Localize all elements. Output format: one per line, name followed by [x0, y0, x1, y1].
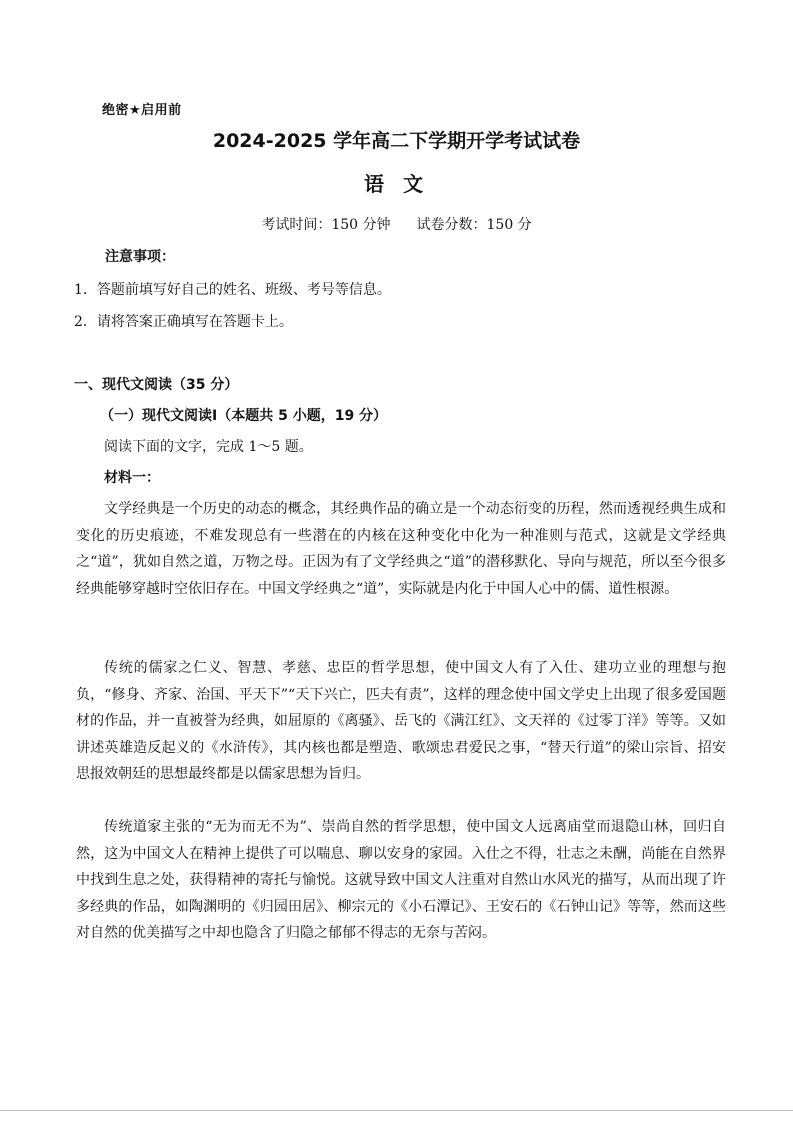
reading-instruction: 阅读下面的文字，完成 1～5 题。 [104, 439, 313, 455]
note-item: 1．答题前填写好自己的姓名、班级、考号等信息。 [74, 282, 391, 298]
exam-time: 考试时间：150 分钟 [261, 217, 391, 233]
page-divider [0, 1110, 793, 1111]
note-item: 2．请将答案正确填写在答题卡上。 [74, 314, 293, 330]
body-paragraph: 传统道家主张的“无为而无不为”、崇尚自然的哲学思想，使中国文人远离庙堂而退隐山林，回归自然，这为中国文人在精神上提供了可以喘息、聊以安身的家园。入仕之不得，壮志之未酬，尚能在自然界中找到生息之处，获得精神的寄托与愉悦。这就导致中国文人注重对自然山水风光的描写，从而出现了许多经典的作品，如陶渊明的《归园田居》、柳宗元的《小石潭记》、王安石的《石钟山记》等等，然而这些对自然的优美描写之中却也隐含了归隐之郁郁不得志的无奈与苦闷。 [76, 819, 726, 941]
section-title: 一、现代文阅读（35 分） [74, 377, 239, 393]
notes-title: 注意事项： [105, 249, 175, 265]
exam-info [0, 214, 793, 234]
exam-subject: 语 文 [364, 172, 429, 196]
subsection-title: （一）现代文阅读Ⅰ（本题共 5 小题，19 分） [100, 408, 388, 424]
exam-title: 2024-2025 学年高二下学期开学考试试卷 [212, 130, 581, 152]
exam-score: 试卷分数：150 分 [416, 217, 532, 233]
body-paragraph: 文学经典是一个历史的动态的概念，其经典作品的确立是一个动态衍变的历程，然而透视经典生成和变化的历史痕迹，不难发现总有一些潜在的内核在这种变化中化为一种准则与范式，这就是文学经典之“道”，犹如自然之道，万物之母。正因为有了文学经典之“道”的潜移默化、导向与规范，所以至今很多经典能够穿越时空依旧存在。中国文学经典之“道”，实际就是内化于中国人心中的儒、道性根源。 [76, 501, 726, 597]
body-paragraph: 传统的儒家之仁义、智慧、孝慈、忠臣的哲学思想，使中国文人有了入仕、建功立业的理想与抱负，“修身、齐家、治国、平天下”“天下兴亡，匹夫有责”，这样的理念使中国文学史上出现了很多爱国题材的作品，并一直被誉为经典，如屈原的《离骚》、岳飞的《满江红》、文天祥的《过零丁洋》等等。又如讲述英雄造反起义的《水浒传》，其内核也都是塑造、歌颂忠君爱民之事，“替天行道”的梁山宗旨、招安思报效朝廷的思想最终都是以儒家思想为旨归。 [76, 660, 726, 782]
material-label: 材料一： [104, 470, 160, 486]
confidential-label: 绝密★启用前 [102, 103, 182, 118]
